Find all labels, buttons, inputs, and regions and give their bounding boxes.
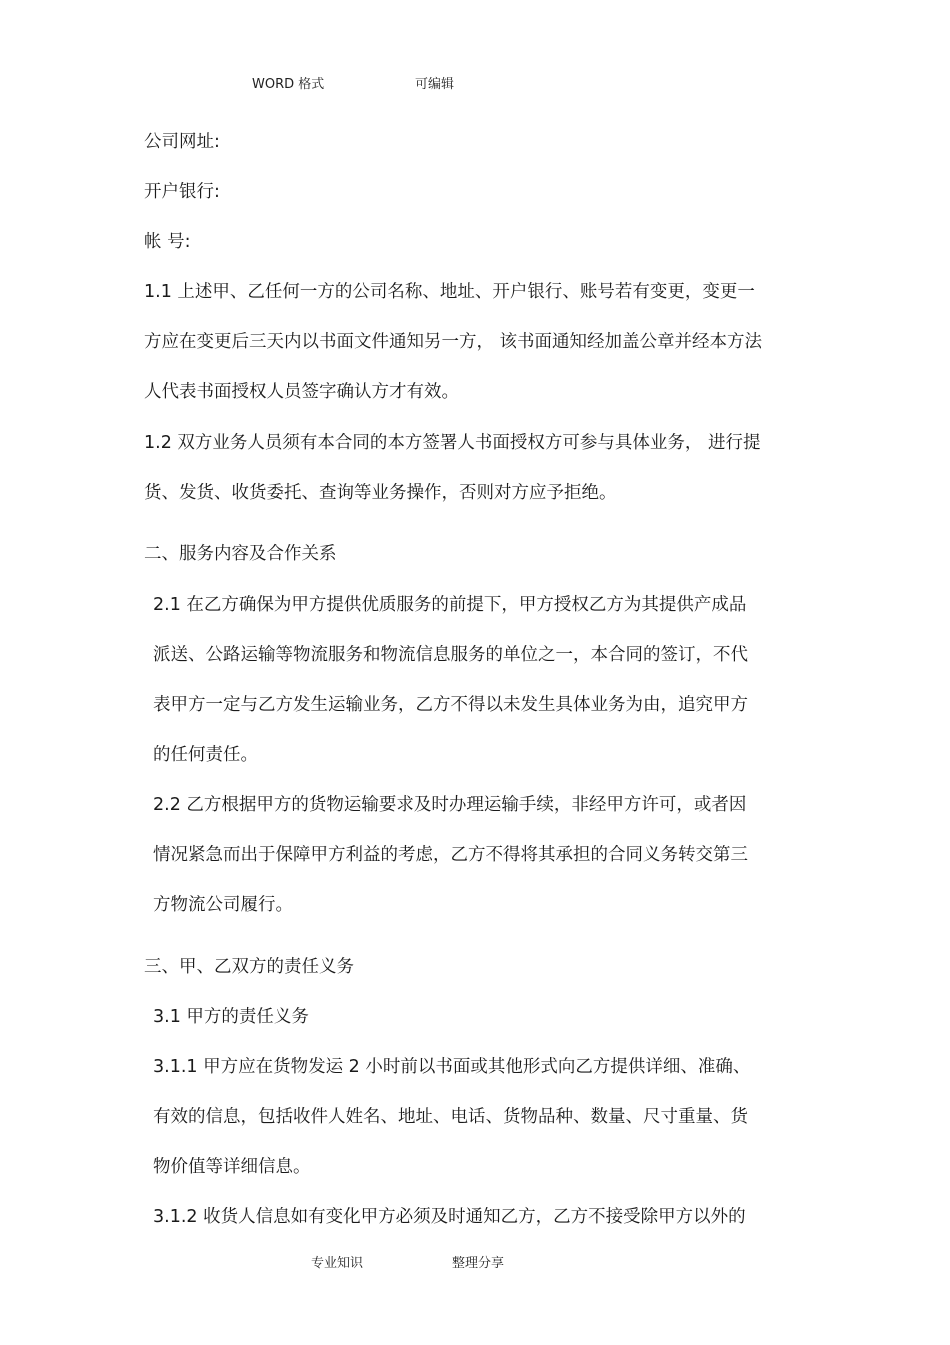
text-line: 3.1.1 甲方应在货物发运 2 小时前以书面或其他形式向乙方提供详细、准确、 — [153, 1057, 751, 1077]
text-line: 2.1 在乙方确保为甲方提供优质服务的前提下，甲方授权乙方为其提供产成品 — [153, 595, 747, 615]
section-heading: 二、服务内容及合作关系 — [144, 544, 337, 564]
text-line: 公司网址: — [144, 132, 220, 152]
text-line: 人代表书面授权人员签字确认方才有效。 — [144, 382, 459, 402]
text-line: 的任何责任。 — [153, 745, 258, 765]
text-line: 方应在变更后三天内以书面文件通知另一方， 该书面通知经加盖公章并经本方法 — [144, 332, 763, 352]
text-line: 1.1 上述甲、乙任何一方的公司名称、地址、开户银行、账号若有变更，变更一 — [144, 282, 755, 302]
text-line: 货、发货、收货委托、查询等业务操作，否则对方应予拒绝。 — [144, 483, 617, 503]
text-line: 表甲方一定与乙方发生运输业务，乙方不得以未发生具体业务为由，追究甲方 — [153, 695, 748, 715]
footer-right-text: 整理分享 — [452, 1256, 505, 1271]
header-right-text: 可编辑 — [415, 77, 455, 92]
section-heading: 三、甲、乙双方的责任义务 — [144, 957, 354, 977]
text-line: 情况紧急而出于保障甲方利益的考虑，乙方不得将其承担的合同义务转交第三 — [153, 845, 748, 865]
text-line: 方物流公司履行。 — [153, 895, 293, 915]
text-line: 1.2 双方业务人员须有本合同的本方签署人书面授权方可参与具体业务， 进行提 — [144, 433, 761, 453]
header-left-text: WORD 格式 — [252, 77, 325, 92]
text-line: 帐 号: — [144, 232, 191, 252]
text-line: 派送、公路运输等物流服务和物流信息服务的单位之一，本合同的签订，不代 — [153, 645, 748, 665]
text-line: 3.1.2 收货人信息如有变化甲方必须及时通知乙方，乙方不接受除甲方以外的 — [153, 1207, 746, 1227]
subsection-heading: 3.1 甲方的责任义务 — [153, 1007, 309, 1027]
text-line: 有效的信息，包括收件人姓名、地址、电话、货物品种、数量、尺寸重量、货 — [153, 1107, 748, 1127]
text-line: 2.2 乙方根据甲方的货物运输要求及时办理运输手续，非经甲方许可，或者因 — [153, 795, 747, 815]
footer-left-text: 专业知识 — [311, 1256, 364, 1271]
text-line: 开户银行: — [144, 182, 220, 202]
text-line: 物价值等详细信息。 — [153, 1157, 311, 1177]
